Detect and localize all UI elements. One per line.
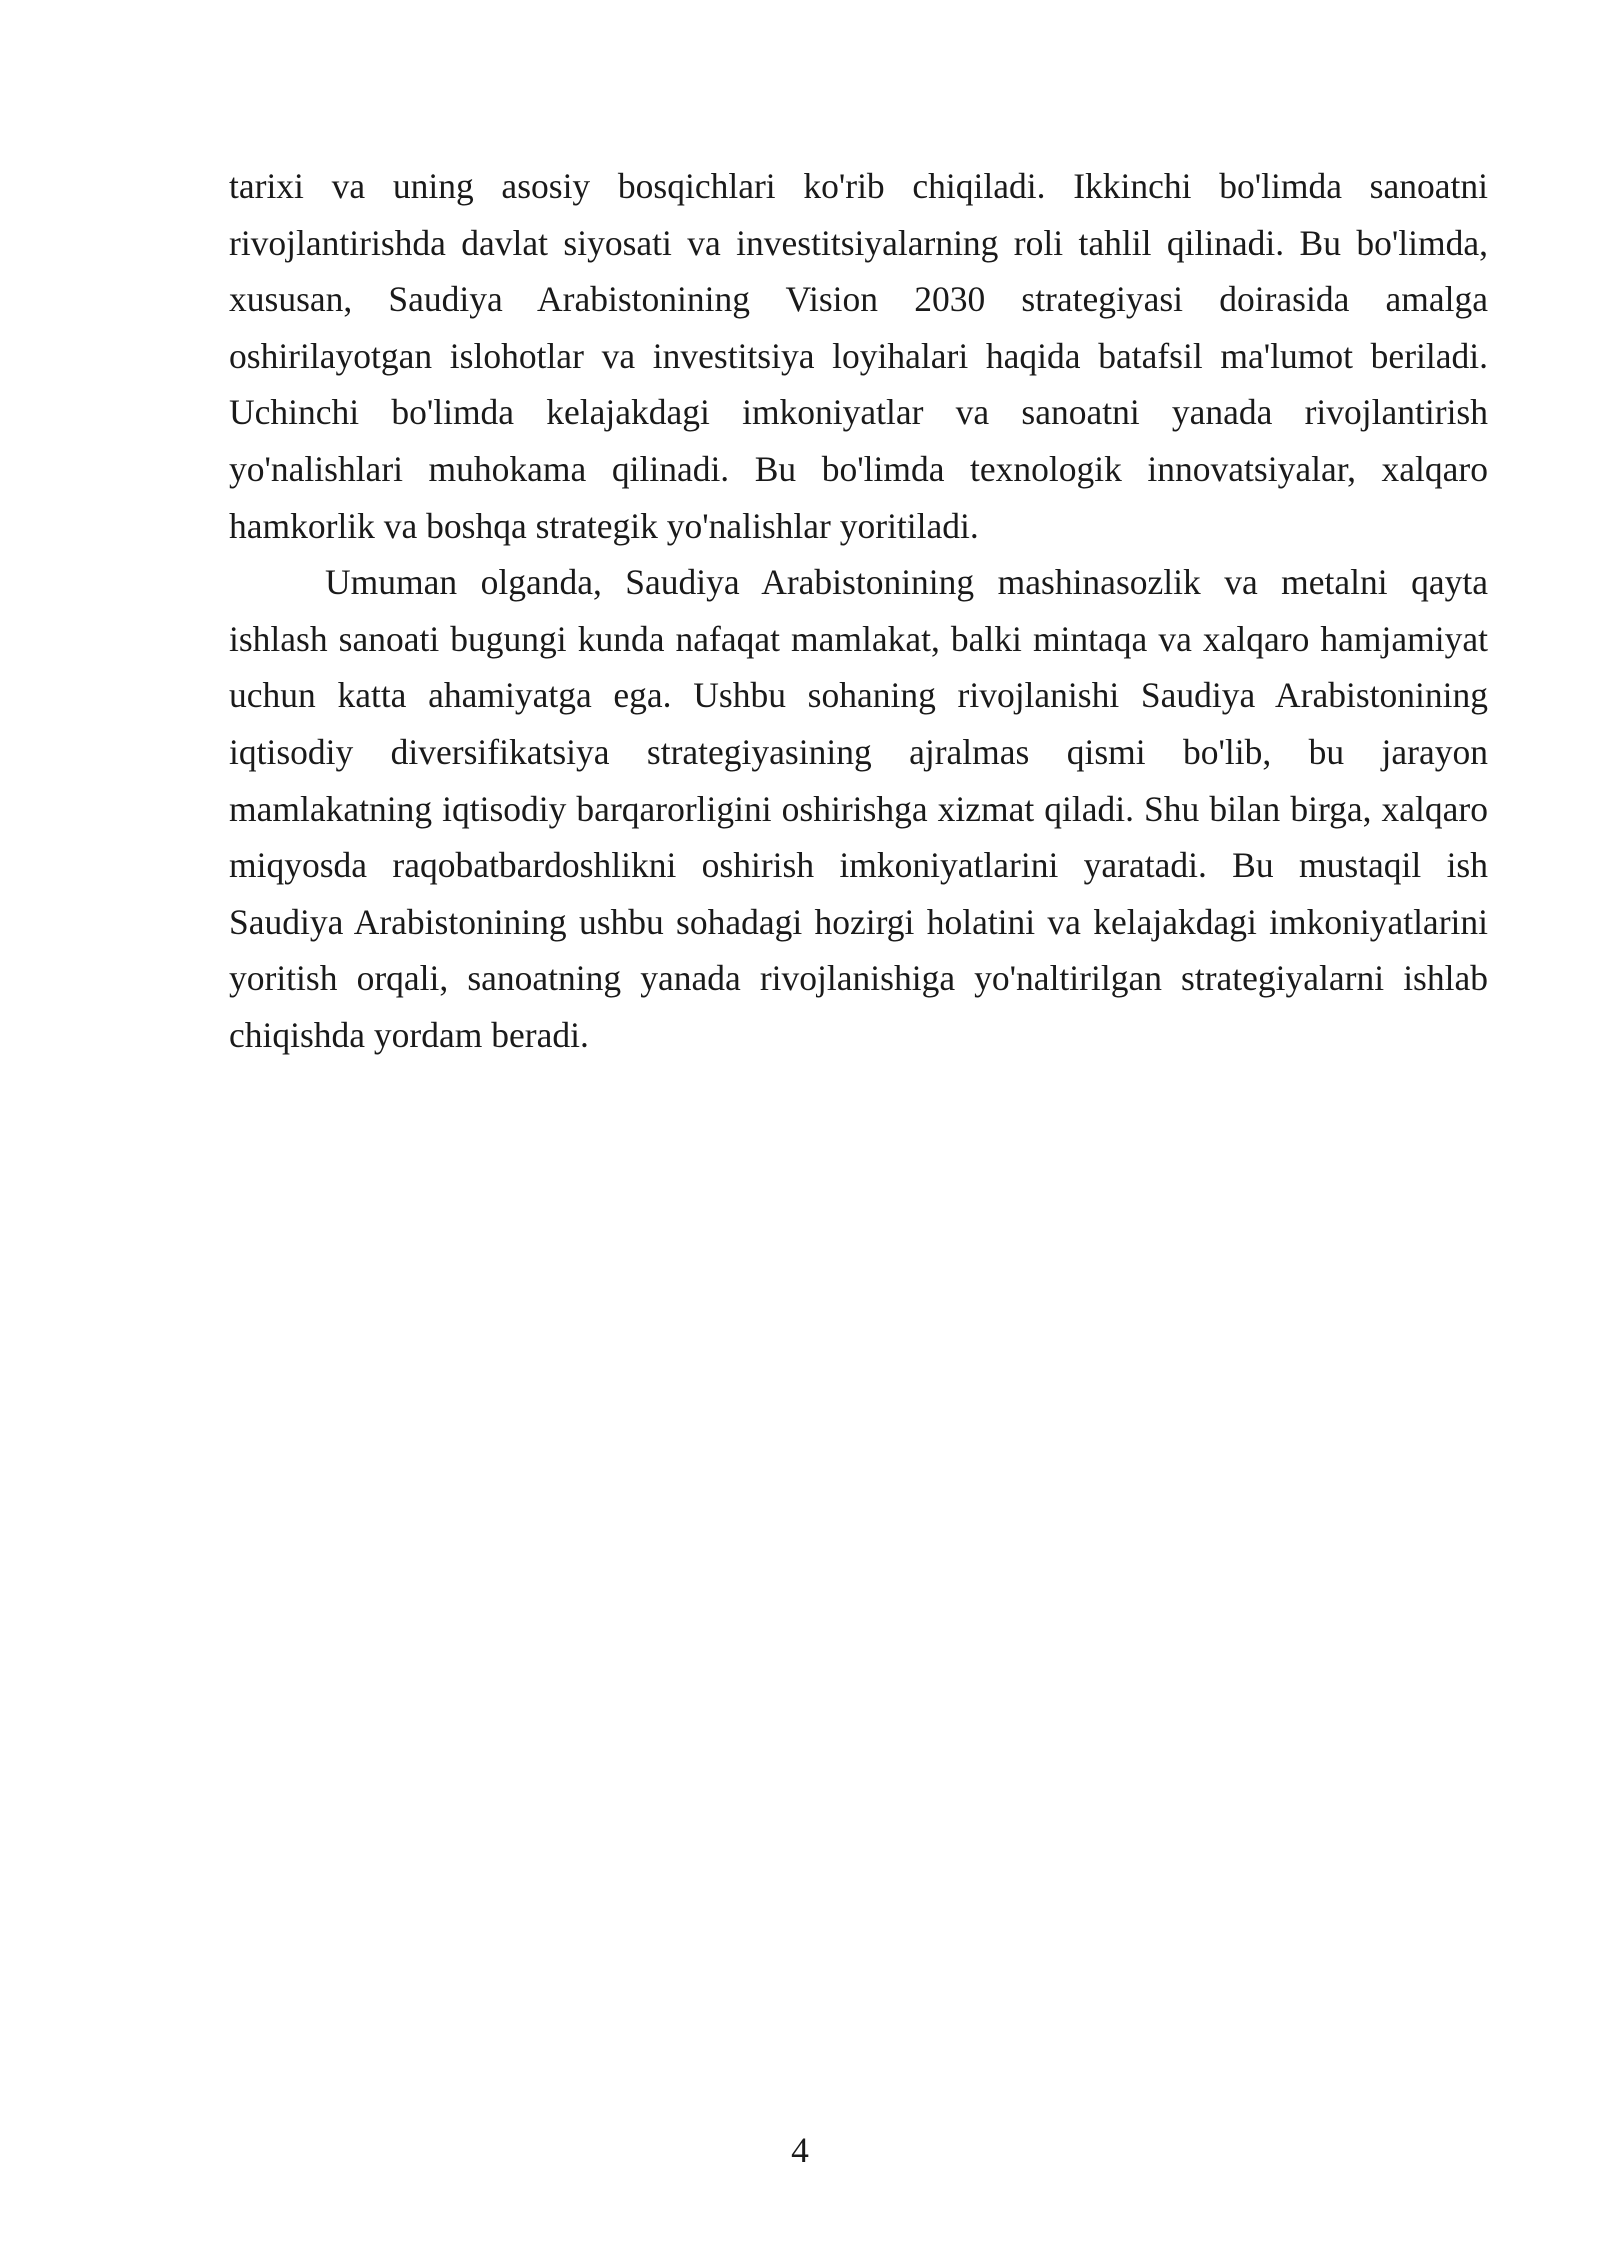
paragraph-continued: tarixi va uning asosiy bosqichlari ko'rib chiqiladi. Ikkinchi bo'limda sanoatni rivojlantirishda davlat siyosati va investitsiyalarning roli tahlil qilinadi. Bu bo'limda, xususan, Saudiya Arabistonining Vision 2030 strategiyasi doirasida amalga oshirilayotgan islohotlar va investitsiya loyihalari haqida batafsil ma'lumot beriladi. Uchinchi bo'limda kelajakdagi imkoniyatlar va sanoatni yanada rivojlantirish yo'nalishlari muhokama qilinadi. Bu bo'limda texnologik innovatsiyalar, xalqaro hamkorlik va boshqa strategik yo'nalishlar yoritiladi. [229,166,1488,546]
document-body [229,158,1488,1064]
paragraph-conclusion: Umuman olganda, Saudiya Arabistonining mashinasozlik va metalni qayta ishlash sanoati bugungi kunda nafaqat mamlakat, balki mintaqa va xalqaro hamjamiyat uchun katta ahamiyatga ega. Ushbu sohaning rivojlanishi Saudiya Arabistonining iqtisodiy diversifikatsiya strategiyasining ajralmas qismi bo'lib, bu jarayon mamlakatning iqtisodiy barqarorligini oshirishga xizmat qiladi. Shu bilan birga, xalqaro miqyosda raqobatbardoshlikni oshirish imkoniyatlarini yaratadi. Bu mustaqil ish Saudiya Arabistonining ushbu sohadagi hozirgi holatini va kelajakdagi imkoniyatlarini yoritish orqali, sanoatning yanada rivojlanishiga yo'naltirilgan strategiyalarni ishlab chiqishda yordam beradi. [229,562,1488,1055]
page-number: 4 [791,2130,809,2170]
